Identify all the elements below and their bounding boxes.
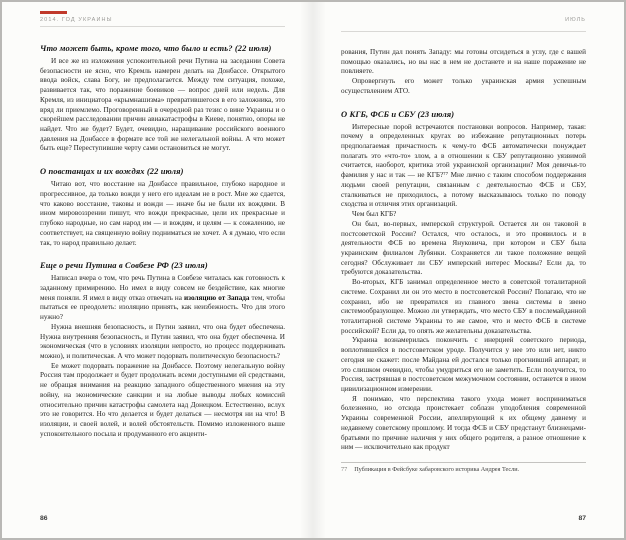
- paragraph: Чем был КГБ?: [352, 210, 397, 219]
- paragraph: Опровергнуть его может только украинская армия успешным осуществлением АТО.: [341, 77, 586, 95]
- right-page-text: [341, 48, 586, 474]
- paragraph: И все же из изложения успокоительной речи Путина на заседании Совета безопасности не ясно, что Кремль намерен делать на Донбассе. Открытого ввода войск, слава Богу, не предполагается. Между тем ситуация, похоже, развивается так, что поражение боевиков — вопрос дней или недель. Для Кремля, из инициатора «крымнашизма» превратившегося в его заложника, это вряд ли приемлемо. Проговоренный в очередной раз тезис о вине Украины и о скорейшем расследовании причин авиакатастрофы в Киеве, понятно, опоры не найдет. Что же будет? Будет, очевидно, наращивание российского военного давления на Донбассе в формате все той же нелегальной войны. А что может быть еще? Переступившие черту сами остановиться не могут.: [40, 57, 285, 153]
- running-head-left: 2014. ГОД УКРАИНЫ: [40, 17, 113, 23]
- continuation-paragraph: рования, Путин дал понять Западу: мы готовы отсидеться в углу, где с вашей помощью оказались, но вы нас в нем не достанете и на наше поражение не повлияете.: [341, 48, 586, 76]
- paragraph: Интересные порой встречаются постановки вопросов. Например, такая: почему в определенных кругах во избежание репутационных потерь предполагаемая причастность к чему-то ФСБ автоматически понуждает полагать это «что-то» злом, а в отношении к СБУ репутационно уязвимой считается, наоборот, критика этой украинской организации? Моя девичья-то фамилия у нас и так — не КГБ?⁷⁷ Мне лично с таким способом поддержания людьми своей репутации, связанным с деятельностью ФСБ и СБУ, сталкиваться не приходилось, а потому высказываюсь только по поводу сходства и отличия этих организаций.: [341, 122, 586, 209]
- paragraph-text: Написал вчера о том, что речь Путина в Совбезе читалась как готовность к заданному примирению. Но имел в виду совсем не бездействие, как многие меня поняли. Я имел в виду отказ отвечать на: [40, 274, 285, 302]
- section-heading: Что может быть, кроме того, что было и есть? (22 июля): [40, 43, 272, 53]
- paragraph: Нужна внешняя безопасность, и Путин заявил, что она будет обеспечена. Нужна внутренняя безопасность, и Путин заявил, что она будет обеспечена. И экономическая (что в условиях изоляции непросто, но процесс поддерживать можно), и политическая. А что может подорвать политическую безопасность?: [40, 322, 285, 360]
- paragraph: Ее может подорвать поражение на Донбассе. Поэтому нелегальную войну Россия там продолжает и будет продолжать всеми доступными ей средствами, не обращая внимания на реакцию западного общественного мнения на эту войну, на экономические санкции и на любые выводы любых комиссий относительно причин катастрофы самолета над Донецком. Естественно, вслух это не говорится. Но что делается и будет делаться — несмотря ни на что! В изоляции, и своей волей, и волей обстоятельств. Помимо изложенного выше успокоительного посыла и продуманного его акценти-: [40, 361, 285, 438]
- paragraph-text: тем, чтобы пытаться ее преодолеть: изоляцию принять, как неизбежность. Что для этого нужно?: [40, 293, 285, 322]
- paragraph: Во-вторых, КГБ занимал определенное место в советской тоталитарной системе. Сохранил ли он это место в постсоветской России? Полагаю, что не сохранил, ибо не превратился из главного звена системы в звено системообразующее. Можно ли утверждать, что место СБУ в послемайданной тоталитарной системе Украины то же самое, что и место ФСБ в системе российской? Если да, то опять же желательны доказательства.: [341, 278, 586, 335]
- page-left: [2, 2, 313, 538]
- paragraph: Украина вознамерилась покончить с инерцией советского периода, воплотившейся в постсоветском уроде. Получится у нее это или нет, никто сегодня не скажет: после Майдана ей достался только прогнивший аппарат, и это слишком очевидно, чтобы умудриться его не заметить. Если получится, то Россия, застрявшая в постсоветском межумочном состоянии, останется в ином цивилизационном измерении.: [341, 336, 586, 393]
- page-right: [313, 2, 624, 538]
- section-heading: О повстанцах и их вождях (22 июля): [40, 166, 184, 177]
- running-head-right: ИЮЛЬ: [565, 17, 586, 23]
- paragraph: [40, 274, 285, 323]
- paragraph: Я понимаю, что перспектива такого ухода может восприниматься болезненно, но отсюда проистекает соблазн уподобления современной Украины современной России, апеллирующий к их общему давнему и недавнему советскому прошлому. И тогда ФСБ и СБУ предстанут близнецами-братьями по причине наличия у них общего родителя, а разное отношение к ним — исключительно как продукт: [341, 394, 586, 452]
- paragraph: Читаю вот, что восстание на Донбассе правильное, глубоко народное и прогрессивное, да только вожди у него его идеалам не в рост. Мне же сдается, что каково восстание, таковы и вожди — иначе бы не были их вождями. В ином мировоззрении пишут, что вожди прекрасные, цели их прекрасные и глубоко народные, но сам народ им — и вождям, и целям — к сожалению, не соответствует, на священную войну подниматься не хочет. А я думаю, что если так, то народ правильно делает.: [40, 180, 285, 247]
- footnote-text: Публикация в Фейсбуке хабаровского историка Андрея Тесли.: [354, 466, 520, 474]
- section-heading: Еще о речи Путина в Совбезе РФ (23 июля): [40, 260, 208, 271]
- emphasized-text: изоляцию от Запада: [183, 293, 250, 302]
- footnote-number: 77: [341, 466, 348, 474]
- page-number-left: 86: [40, 515, 48, 522]
- footnote: [341, 462, 586, 474]
- book-spread: [2, 2, 624, 538]
- accent-mark: [40, 11, 67, 14]
- page-number-right: 87: [578, 515, 586, 522]
- page-header-left: [40, 11, 285, 27]
- left-page-text: [40, 43, 285, 439]
- paragraph: Он был, во-первых, имперской структурой. Остается ли он таковой в постсоветской России? Остался, что осталось, и это проявилось и в деятельности ФСБ во времена Януковича, при котором и СБУ была украинским филиалом Лубянки. Сохраняется ли такое положение вещей сегодня? Обслуживает ли СБУ имперский интерес Москвы? Если да, то требуются доказательства.: [341, 219, 586, 277]
- page-header-right: [341, 17, 586, 32]
- section-heading: О КГБ, ФСБ и СБУ (23 июля): [341, 108, 455, 119]
